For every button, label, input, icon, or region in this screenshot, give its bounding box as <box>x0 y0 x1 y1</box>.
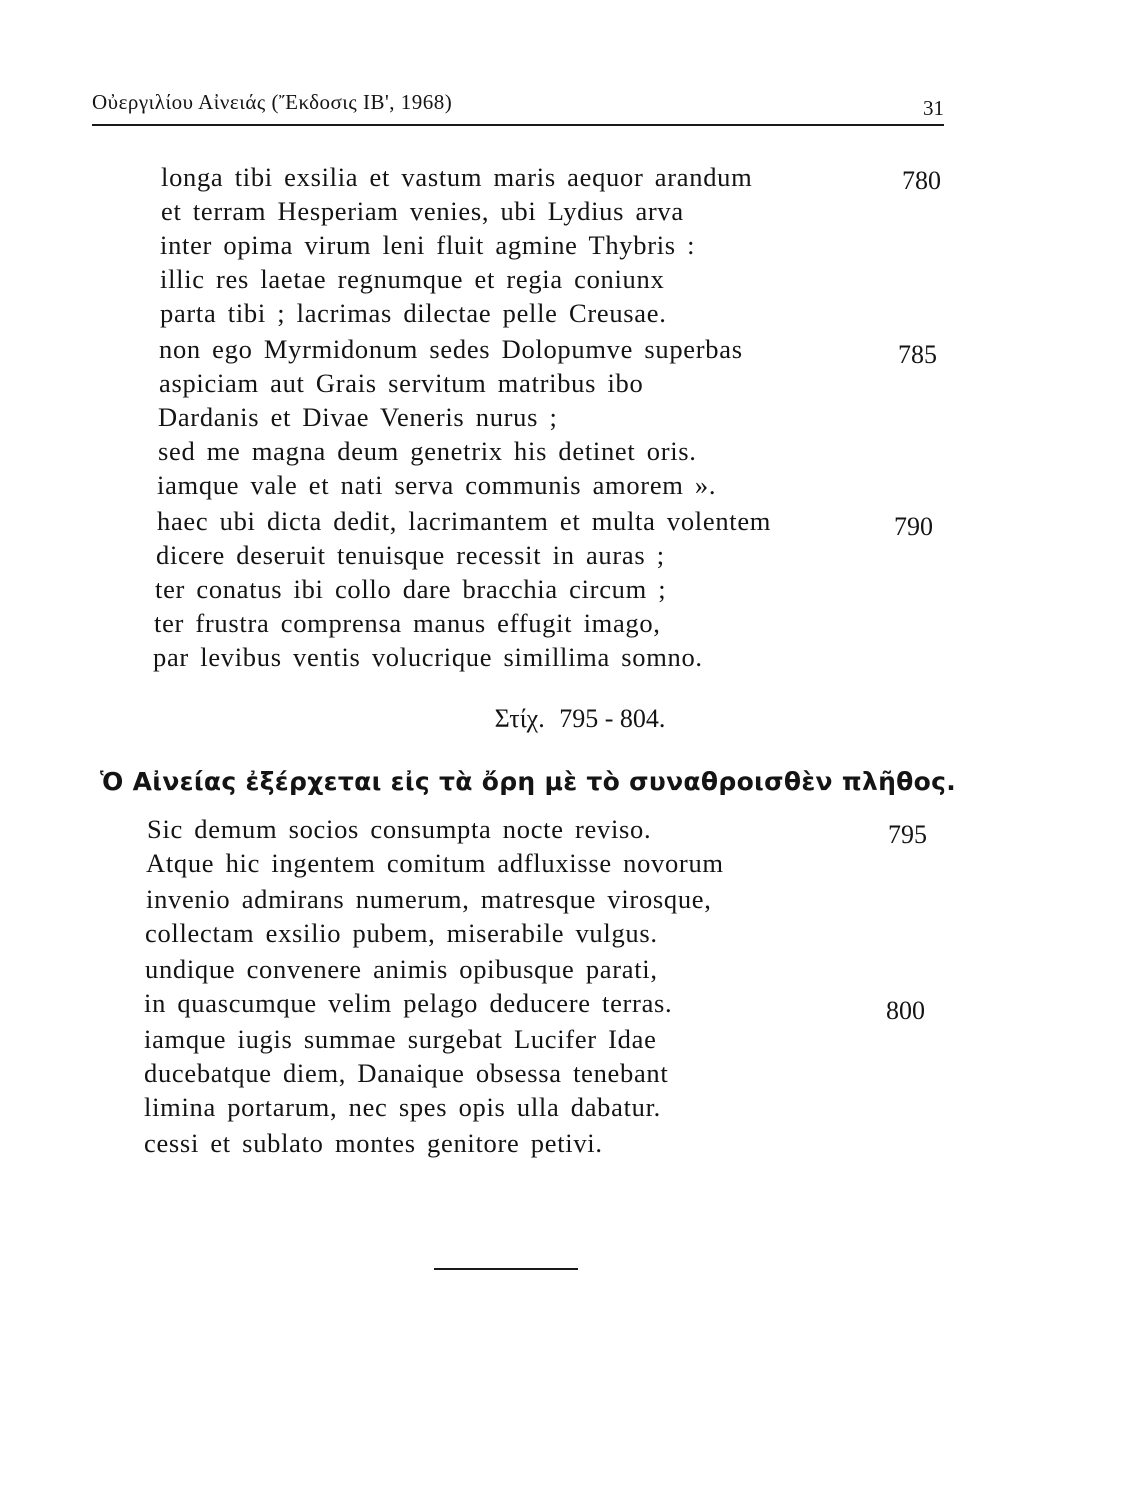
verse-line: collectam exsilio pubem, miserabile vulgus. <box>145 918 658 948</box>
running-title: Οὐεργιλίου Αἰνειάς (Ἔκδοσις ΙΒ', 1968) <box>92 90 453 114</box>
verse-line: et terram Hesperiam venies, ubi Lydius arva <box>161 196 684 226</box>
verse-line: ter conatus ibi collo dare bracchia circum ; <box>155 574 667 604</box>
line-number: 780 <box>902 166 941 195</box>
verse-line: haec ubi dicta dedit, lacrimantem et multa volentem <box>157 506 772 536</box>
verse-line: iamque vale et nati serva communis amorem ». <box>157 470 717 500</box>
verse-line: sed me magna deum genetrix his detinet oris. <box>158 436 697 466</box>
verse-line: ter frustra comprensa manus effugit imago, <box>154 608 661 638</box>
verse-line: invenio admirans numerum, matresque virosque, <box>146 884 712 914</box>
page-number: 31 <box>923 96 944 120</box>
line-number: 790 <box>894 512 933 541</box>
line-number: 785 <box>898 340 937 369</box>
verse-line: par levibus ventis volucrique simillima somno. <box>153 642 703 672</box>
running-header <box>92 86 944 126</box>
end-rule <box>434 1268 578 1270</box>
line-number: 800 <box>886 996 925 1025</box>
verse-line: dicere deseruit tenuisque recessit in auras ; <box>156 540 665 570</box>
verse-line: non ego Myrmidonum sedes Dolopumve superbas <box>159 334 743 364</box>
verse-line: undique convenere animis opibusque parati, <box>145 954 658 984</box>
verse-line: parta tibi ; lacrimas dilectae pelle Creusae. <box>160 298 667 328</box>
header-rule <box>92 124 944 126</box>
verse-line: inter opima virum leni fluit agmine Thybris : <box>160 230 696 260</box>
section-heading: Ὁ Αἰνείας ἐξέρχεται εἰς τὰ ὄρη μὲ τὸ συναθροισθὲν πλῆθος. <box>100 767 957 796</box>
verse-line: in quascumque velim pelago deducere terras. <box>144 988 673 1018</box>
verse-line: aspiciam aut Grais servitum matribus ibo <box>159 368 644 398</box>
verse-line: Dardanis et Divae Veneris nurus ; <box>158 402 558 432</box>
verse-line: cessi et sublato montes genitore petivi. <box>144 1128 603 1158</box>
verse-line: ducebatque diem, Danaique obsessa tenebant <box>144 1058 669 1088</box>
section-ref-label: Στίχ. <box>494 704 545 733</box>
verse-line: illic res laetae regnumque et regia coniunx <box>160 264 665 294</box>
verse-line: limina portarum, nec spes opis ulla dabatur. <box>144 1092 661 1122</box>
section-ref-range: 795 - 804. <box>559 704 666 733</box>
verse-line: Atque hic ingentem comitum adfluxisse novorum <box>146 848 724 878</box>
verse-line: iamque iugis summae surgebat Lucifer Idae <box>144 1024 657 1054</box>
section-reference <box>0 704 1122 734</box>
verse-line: Sic demum socios consumpta nocte reviso. <box>147 814 652 844</box>
line-number: 795 <box>888 820 927 849</box>
verse-line: longa tibi exsilia et vastum maris aequor arandum <box>161 162 753 192</box>
